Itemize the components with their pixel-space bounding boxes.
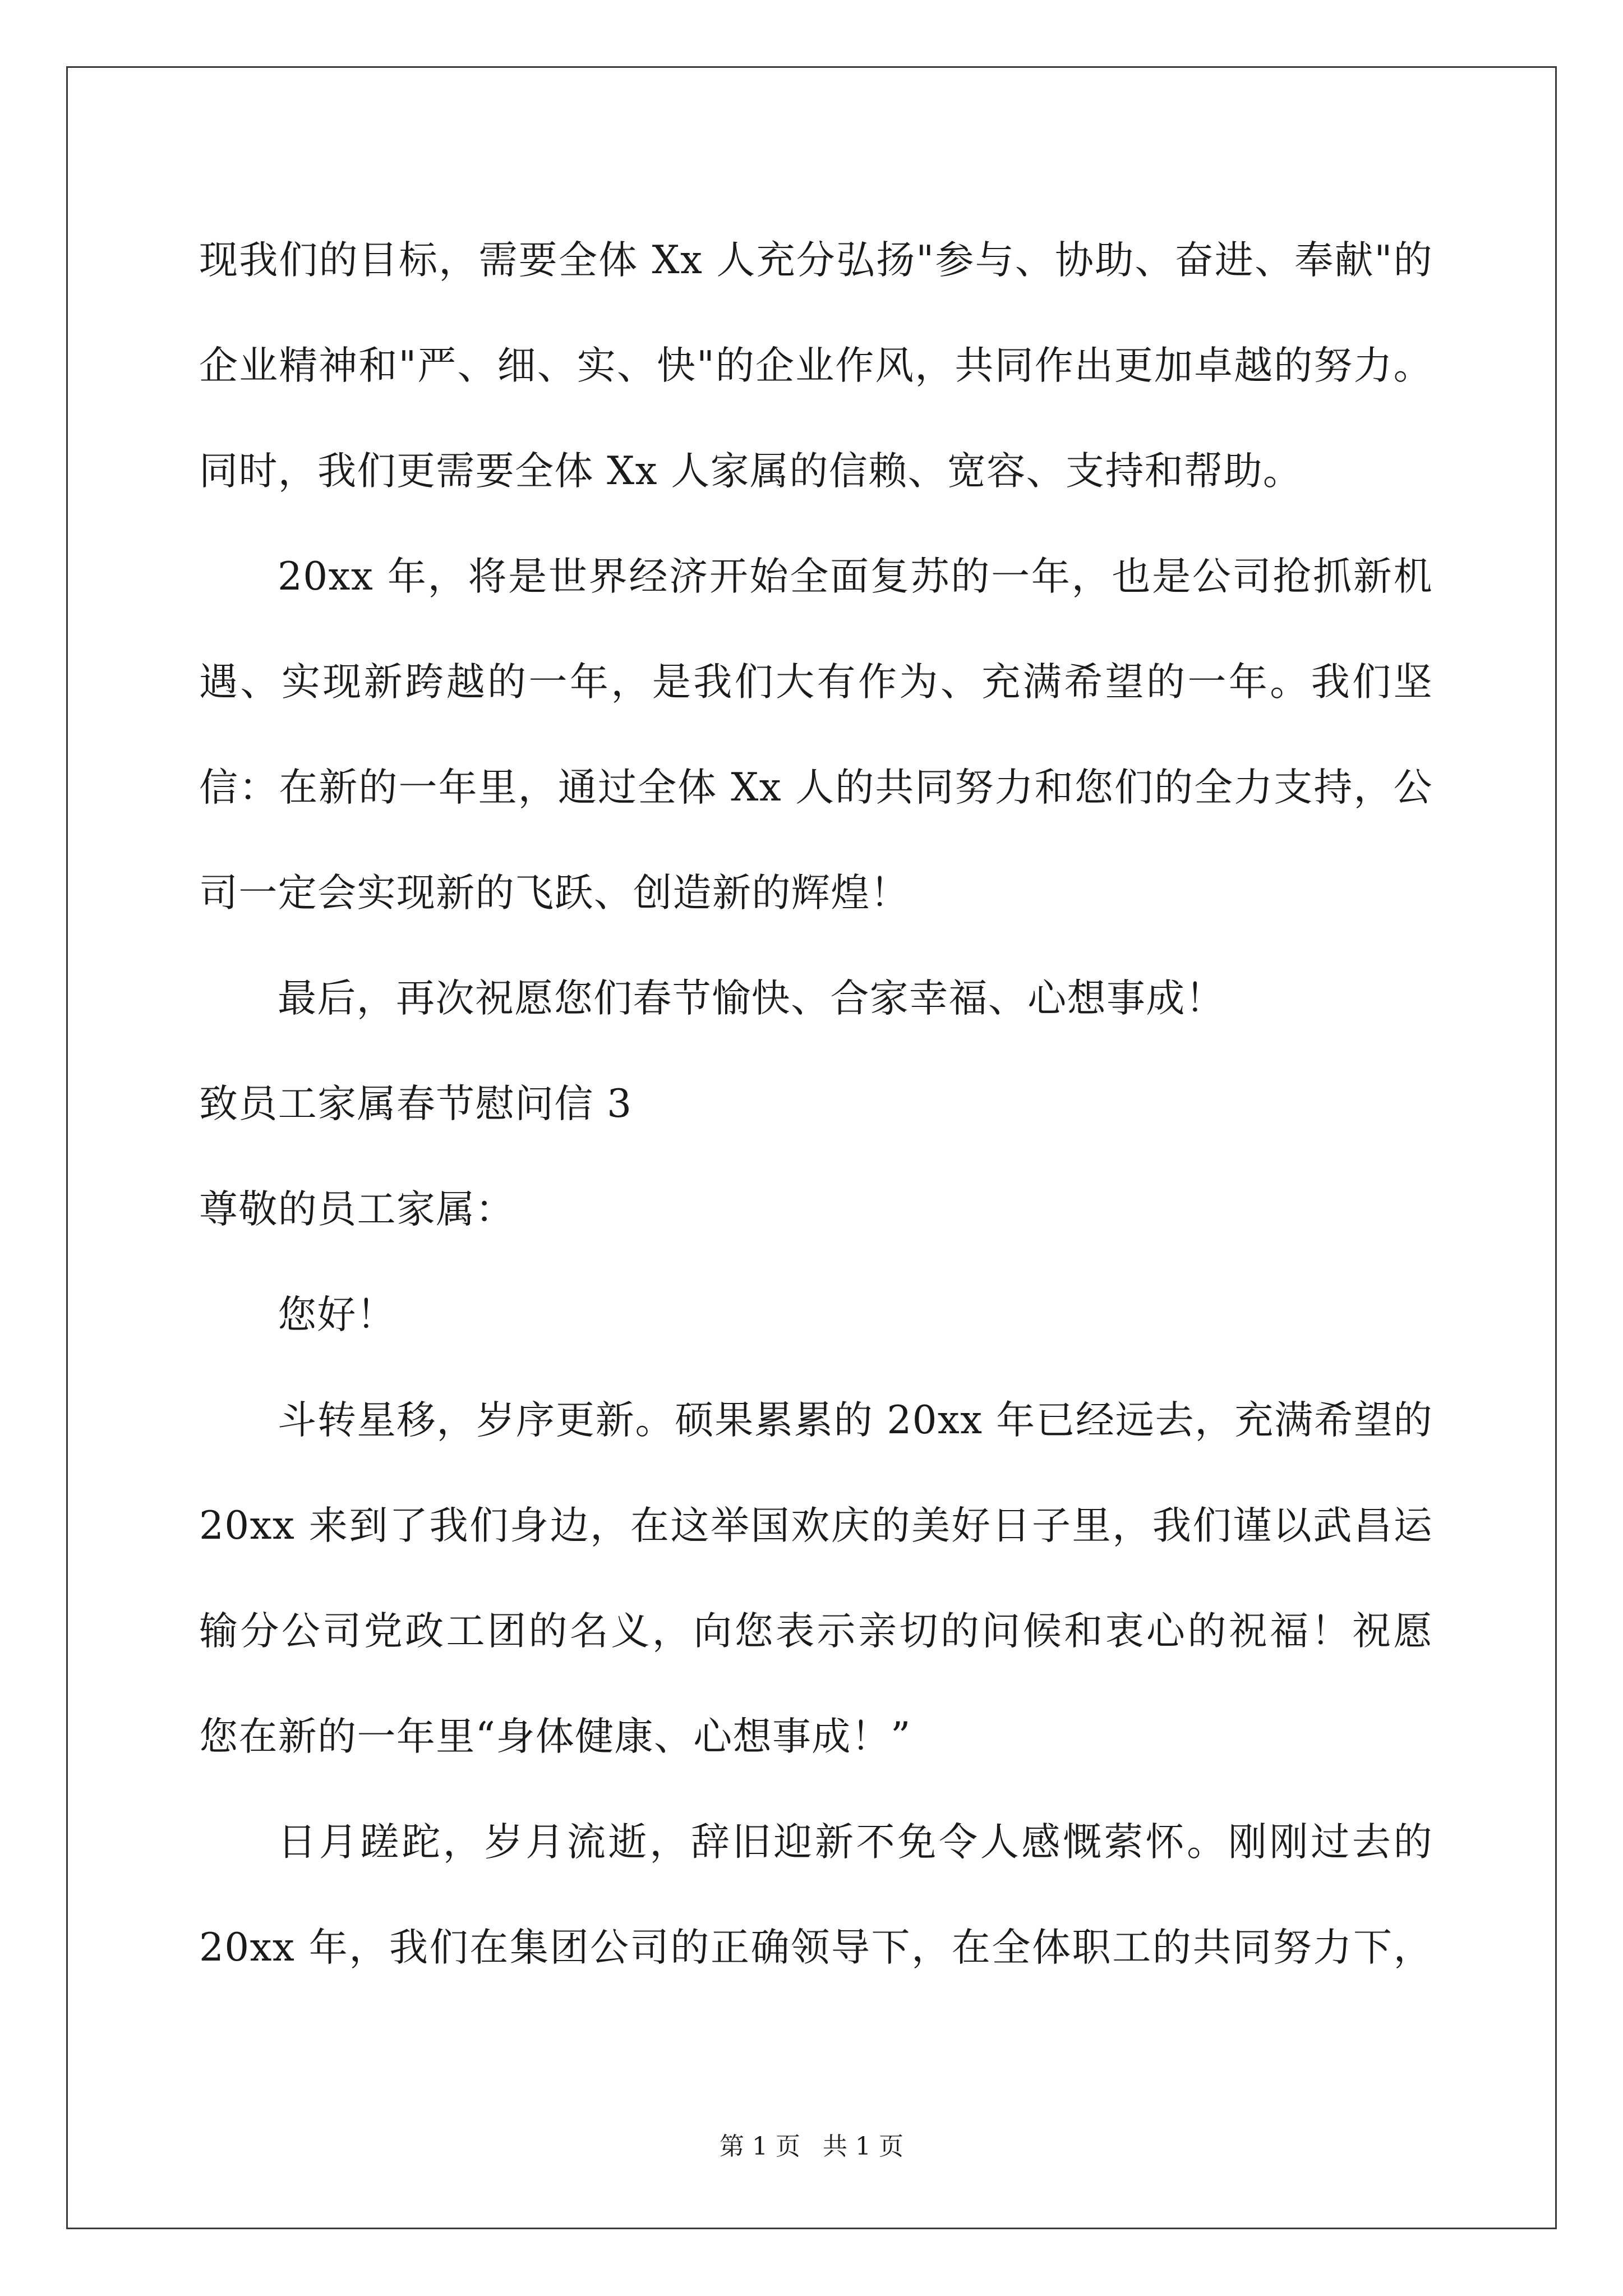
page-number: 第 1 页 [720, 2132, 800, 2161]
text-line-13: 20xx 来到了我们身边，在这举国欢庆的美好日子里，我们谨以武昌运 [199, 1503, 1433, 1548]
text-line-2: 企业精神和"严、细、实、快"的企业作风，共同作出更加卓越的努力。 [199, 343, 1433, 388]
text-line-1: 现我们的目标，需要全体 Xx 人充分弘扬"参与、协助、奋进、奉献"的 [199, 238, 1433, 283]
page-footer [0, 2126, 1623, 2162]
document-body [199, 208, 1433, 2000]
text-line-16: 日月蹉跎，岁月流逝，辞旧迎新不免令人感慨萦怀。刚刚过去的 [278, 1820, 1433, 1865]
text-line-17: 20xx 年，我们在集团公司的正确领导下，在全体职工的共同努力下， [199, 1925, 1433, 1970]
text-line-7: 司一定会实现新的飞跃、创造新的辉煌！ [199, 871, 910, 915]
page-total: 共 1 页 [823, 2132, 903, 2161]
text-line-12: 斗转星移，岁序更新。硕果累累的 20xx 年已经远去，充满希望的 [278, 1398, 1433, 1443]
salutation: 尊敬的员工家属： [199, 1187, 515, 1232]
letter-title: 致员工家属春节慰问信 3 [199, 1082, 633, 1126]
text-line-14: 输分公司党政工团的名义，向您表示亲切的问候和衷心的祝福！祝愿 [199, 1609, 1433, 1654]
text-line-8: 最后，再次祝愿您们春节愉快、合家幸福、心想事成！ [278, 976, 1225, 1021]
text-line-5: 遇、实现新跨越的一年，是我们大有作为、充满希望的一年。我们坚 [199, 660, 1433, 705]
text-line-4: 20xx 年，将是世界经济开始全面复苏的一年，也是公司抢抓新机 [278, 554, 1433, 599]
text-line-3: 同时，我们更需要全体 Xx 人家属的信赖、宽容、支持和帮助。 [199, 449, 1303, 494]
text-line-6: 信：在新的一年里，通过全体 Xx 人的共同努力和您们的全力支持，公 [199, 765, 1433, 810]
text-line-15: 您在新的一年里“身体健康、心想事成！” [199, 1714, 911, 1759]
greeting: 您好！ [278, 1292, 396, 1337]
